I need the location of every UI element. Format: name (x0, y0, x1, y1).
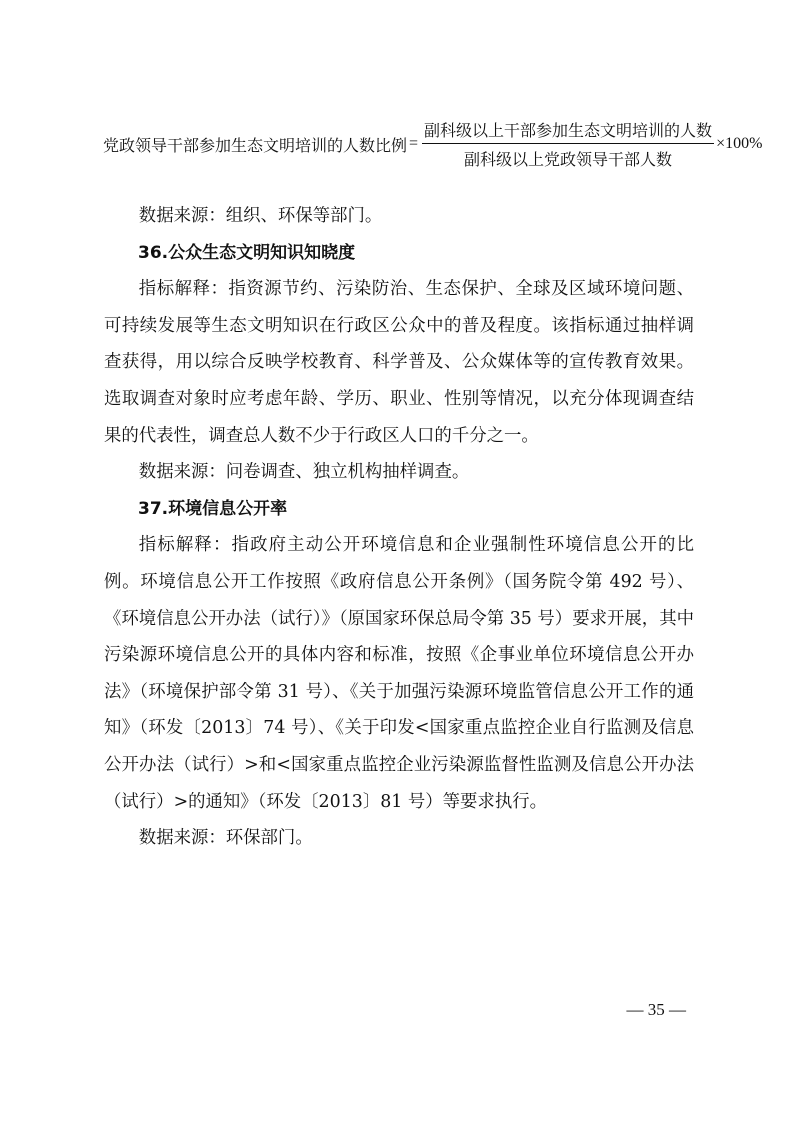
formula-numerator: 副科级以上干部参加生态文明培训的人数 (422, 118, 714, 144)
paragraph-source-36: 数据来源：问卷调查、独立机构抽样调查。 (138, 462, 470, 483)
ratio-formula (103, 118, 768, 170)
body-text (104, 198, 694, 857)
section-heading-37: 37.环境信息公开率 (138, 498, 288, 519)
formula-equals: = (409, 135, 419, 152)
formula-multiplier: ×100% (716, 135, 763, 152)
section-heading-36: 36.公众生态文明知识知晓度 (138, 242, 356, 263)
formula-fraction (422, 118, 714, 170)
paragraph-source-1: 数据来源：组织、环保等部门。 (138, 206, 383, 226)
paragraph-definition-36: 指标解释：指资源节约、污染防治、生态保护、全球及区域环境问题、可持续发展等生态文明知识在行政区公众中的普及程度。该指标通过抽样调查获得，用以综合反映学校教育、科学普及、公众媒体等的宣传教育效果。选取调查对象时应考虑年龄、学历、职业、性别等情况，以充分体现调查结果的代表性，调查总人数不少于行政区人口的千分之一。 (104, 279, 694, 446)
page-number: — 35 — (626, 1000, 686, 1019)
formula-denominator: 副科级以上党政领导干部人数 (464, 152, 673, 169)
formula-lhs: 党政领导干部参加生态文明培训的人数比例 (103, 137, 408, 155)
paragraph-source-37: 数据来源：环保部门。 (138, 828, 313, 849)
paragraph-definition-37: 指标解释：指政府主动公开环境信息和企业强制性环境信息公开的比例。环境信息公开工作按照《政府信息公开条例》（国务院令第 492 号）、《环境信息公开办法（试行）》（原国家环保总局令第 35 号）要求开展，其中污染源环境信息公开的具体内容和标准，按照《企事业单位环境信息公开办法》（环境保护部令第 31 号）、《关于加强污染源环境监管信息公开工作的通知》（环发〔2013〕74 号）、《关于印发<国家重点监控企业自行监测及信息公开办法（试行）>和<国家重点监控企业污染源监督性监测及信息公开办法（试行）>的通知》（环发〔2013〕81 号）等要求执行。 (104, 535, 694, 812)
